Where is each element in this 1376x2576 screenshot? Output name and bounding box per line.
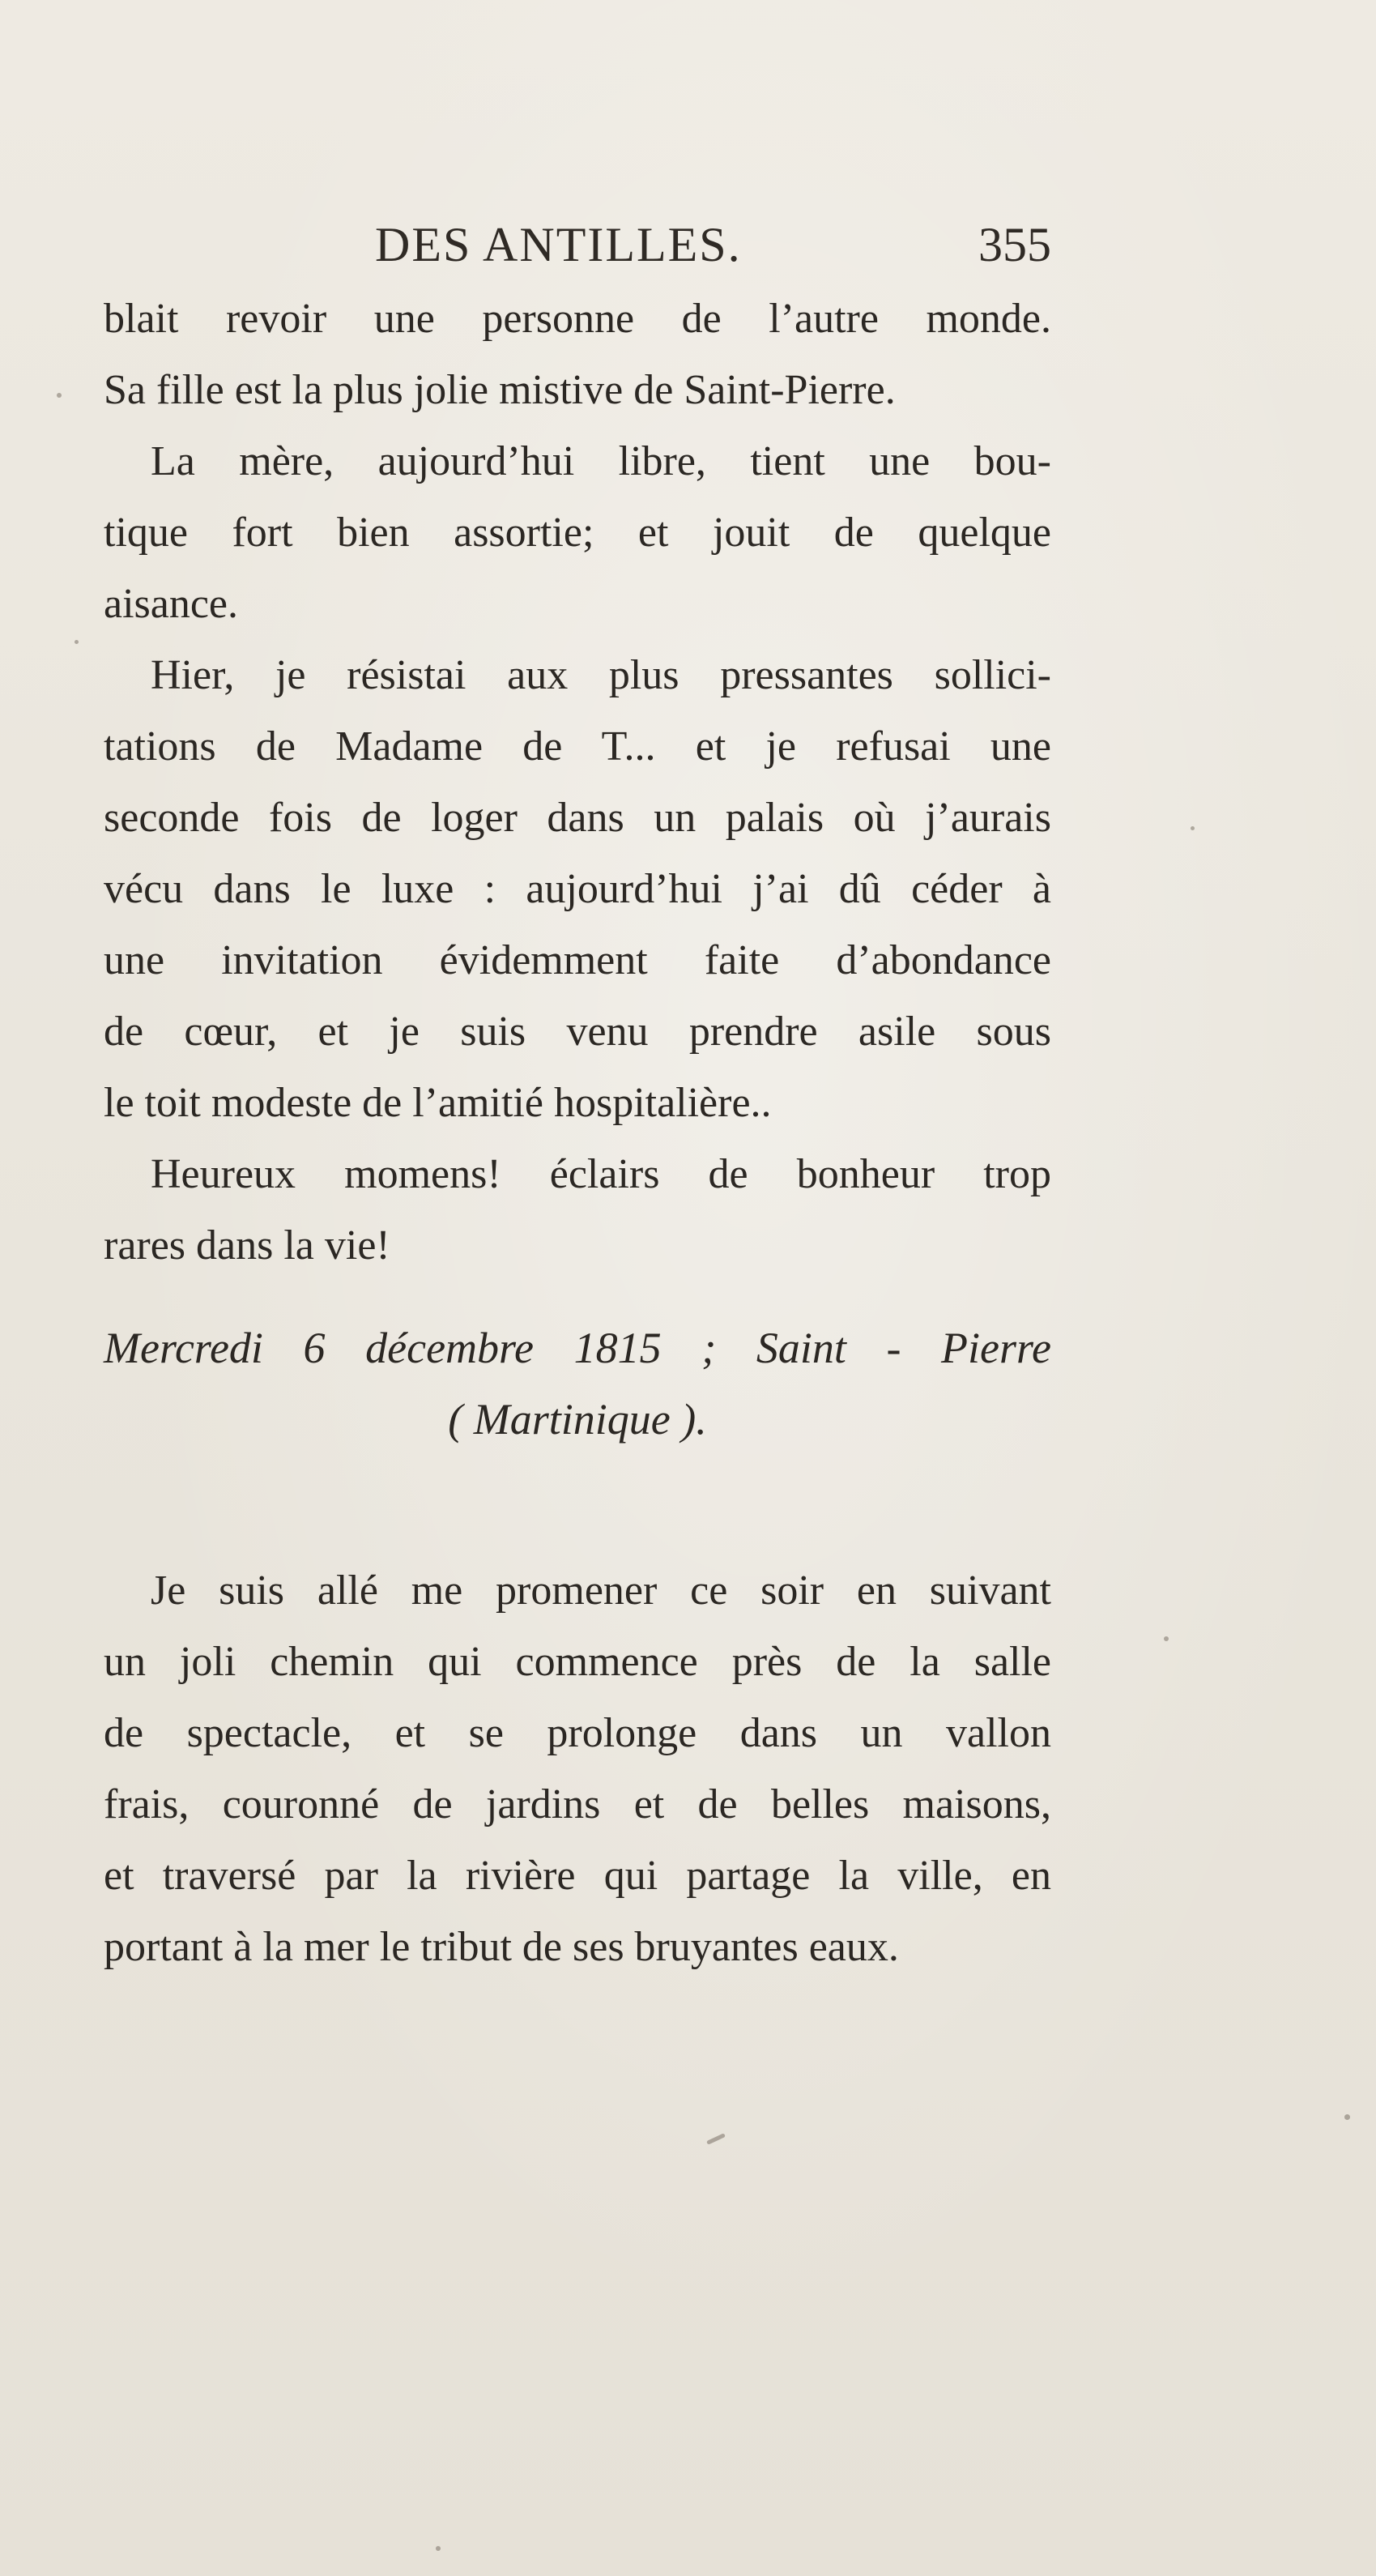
paper-speck xyxy=(1164,1636,1169,1641)
text-line: le toit modeste de l’amitié hospitalière.. xyxy=(104,1080,772,1126)
page-header xyxy=(104,217,1051,282)
paragraph-block-2 xyxy=(104,1555,1051,1983)
text-line: Je suis allé me promener ce soir en suivant xyxy=(151,1567,1051,1614)
text-line: de spectacle, et se prolonge dans un vallon xyxy=(104,1710,1051,1756)
paper-speck xyxy=(1191,826,1195,830)
dateline-line: Mercredi 6 décembre 1815 ; Saint - Pierre xyxy=(104,1324,1051,1372)
text-line: seconde fois de loger dans un palais où j’aurais xyxy=(104,795,1051,841)
text-line: une invitation évidemment faite d’abondance xyxy=(104,937,1051,983)
text-line: portant à la mer le tribut de ses bruyantes eaux. xyxy=(104,1924,899,1970)
paper-speck xyxy=(57,393,62,398)
paper-speck xyxy=(75,640,79,644)
page-number: 355 xyxy=(978,218,1051,271)
paper-speck xyxy=(436,2546,441,2551)
text-line: de cœur, et je suis venu prendre asile sous xyxy=(104,1009,1051,1055)
paper-speck xyxy=(706,2133,726,2145)
text-line: Hier, je résistai aux plus pressantes sollici- xyxy=(151,652,1051,698)
text-line: Heureux momens! éclairs de bonheur trop xyxy=(151,1151,1051,1197)
text-line: rares dans la vie! xyxy=(104,1222,390,1269)
running-title: DES ANTILLES. xyxy=(375,218,742,271)
text-line: Sa fille est la plus jolie mistive de Saint-Pierre. xyxy=(104,367,896,413)
text-line: tique fort bien assortie; et jouit de quelque xyxy=(104,510,1051,556)
paragraph-block-1 xyxy=(104,284,1051,1282)
text-line: vécu dans le luxe : aujourd’hui j’ai dû céder à xyxy=(104,866,1051,912)
dateline-line: ( Martinique ). xyxy=(448,1395,707,1444)
text-line: blait revoir une personne de l’autre monde. xyxy=(104,296,1051,342)
dateline-heading xyxy=(104,1312,1051,1455)
paper-speck xyxy=(1344,2114,1350,2120)
text-line: tations de Madame de T... et je refusai une xyxy=(104,723,1051,770)
text-line: La mère, aujourd’hui libre, tient une bou- xyxy=(151,438,1051,484)
text-line: aisance. xyxy=(104,581,239,627)
text-line: et traversé par la rivière qui partage la ville, en xyxy=(104,1853,1051,1899)
text-line: frais, couronné de jardins et de belles maisons, xyxy=(104,1781,1051,1828)
text-line: un joli chemin qui commence près de la salle xyxy=(104,1639,1051,1685)
